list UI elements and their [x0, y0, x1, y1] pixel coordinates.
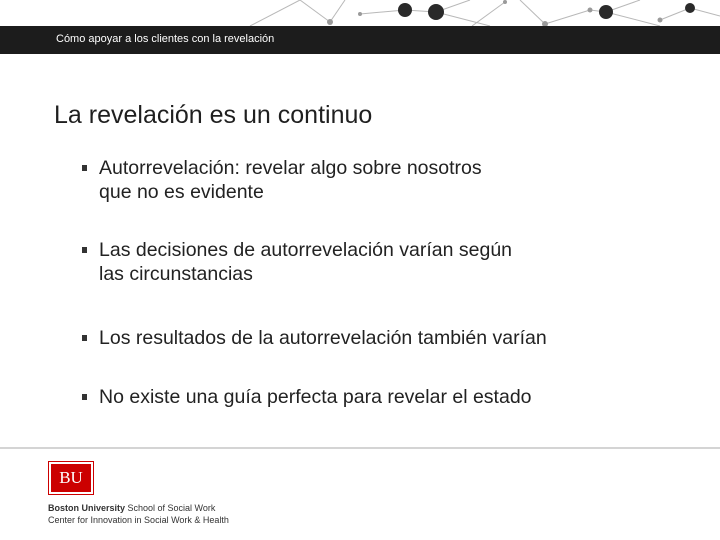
bullet-item — [82, 238, 642, 286]
bullet-item — [82, 156, 642, 204]
bullet-marker-icon — [82, 247, 87, 253]
network-decoration — [0, 0, 720, 26]
bullet-marker-icon — [82, 165, 87, 171]
network-graphic — [0, 0, 720, 26]
school-name: School of Social Work — [125, 503, 216, 513]
university-name: Boston University — [48, 503, 126, 513]
footer-divider — [0, 447, 720, 449]
bullet-text: Los resultados de la autorrevelación también varían — [99, 327, 547, 349]
bullet-item — [82, 385, 642, 409]
bullet-marker-icon — [82, 335, 87, 341]
footer-institution — [48, 502, 229, 526]
bullet-text-line-1: Las decisiones de autorrevelación varían según — [99, 239, 513, 261]
bullet-text: No existe una guía perfecta para revelar el estado — [99, 386, 532, 408]
bu-logo — [48, 461, 94, 495]
center-name: Center for Innovation in Social Work & Health — [48, 515, 229, 525]
header-title: Cómo apoyar a los clientes con la revelación — [56, 33, 275, 45]
bullet-marker-icon — [82, 394, 87, 400]
bu-logo-mark: BU — [51, 464, 91, 492]
slide-title: La revelación es un continuo — [54, 101, 373, 129]
bullet-text-line-1: Autorrevelación: revelar algo sobre nosotros — [99, 157, 482, 179]
bullet-text-line-2: que no es evidente — [99, 181, 264, 203]
bullet-item — [82, 326, 642, 350]
header-bar — [0, 26, 720, 54]
bullet-list — [82, 156, 642, 409]
bullet-text-line-2: las circunstancias — [99, 263, 253, 285]
